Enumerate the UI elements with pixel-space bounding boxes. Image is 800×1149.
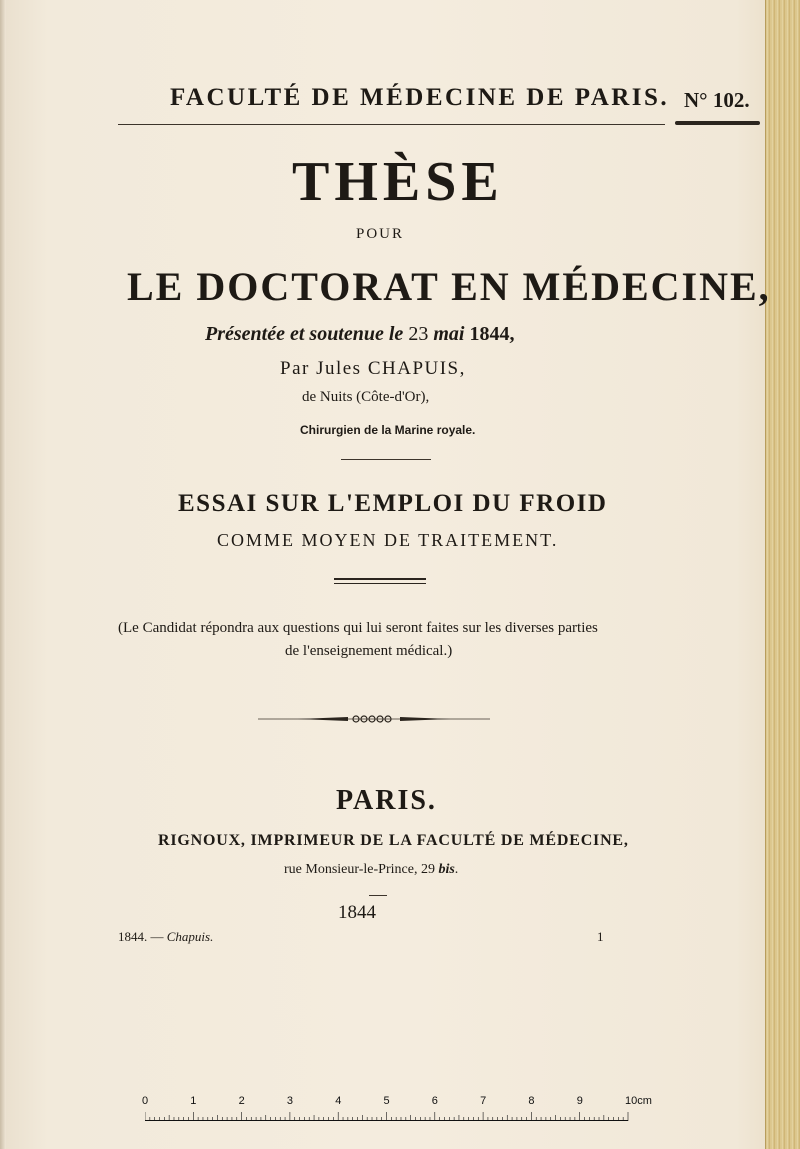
book-fore-edge xyxy=(765,0,800,1149)
essay-title: ESSAI SUR L'EMPLOI DU FROID xyxy=(178,490,608,517)
scale-label: 3 xyxy=(286,1095,294,1107)
signature-mark: 1844. — Chapuis. xyxy=(118,929,214,944)
scale-label: 6 xyxy=(431,1095,438,1107)
pour-label: POUR xyxy=(356,226,405,242)
page-left-edge xyxy=(0,0,6,1149)
author-line: Par Jules CHAPUIS, xyxy=(280,358,466,379)
candidate-note-line-2: de l'enseignement médical.) xyxy=(285,643,453,659)
scale-label: 7 xyxy=(480,1095,487,1107)
thesis-number: N° 102. xyxy=(684,88,750,112)
imprint-city: PARIS. xyxy=(336,785,437,816)
sheet-number: 1 xyxy=(597,929,604,944)
scale-label: 4 xyxy=(335,1095,342,1107)
thesis-title: THÈSE xyxy=(292,151,504,213)
faculty-heading: FACULTÉ DE MÉDECINE DE PARIS. xyxy=(170,84,670,111)
scale-label: 1 xyxy=(190,1095,197,1107)
scale-label: 10cm xyxy=(625,1095,652,1107)
author-position: Chirurgien de la Marine royale. xyxy=(300,423,476,437)
scale-label: 2 xyxy=(238,1095,245,1107)
scale-ruler xyxy=(142,1095,652,1125)
presentation-line: Présentée et soutenue le 23 mai 1844, xyxy=(205,323,515,345)
essay-subtitle: COMME MOYEN DE TRAITEMENT. xyxy=(217,530,559,550)
scale-ruler-bar xyxy=(145,1111,645,1121)
candidate-note-line-1: (Le Candidat répondra aux questions qui lui seront faites sur les diverses parties xyxy=(118,620,598,636)
header-rule-accent xyxy=(675,121,760,125)
header-rule xyxy=(118,124,665,125)
imprint-dash xyxy=(369,895,387,896)
printer-line: RIGNOUX, IMPRIMEUR DE LA FACULTÉ DE MÉDECINE, xyxy=(158,832,629,849)
ornamental-rule xyxy=(258,712,490,726)
section-divider xyxy=(341,459,431,460)
printer-address: rue Monsieur-le-Prince, 29 bis. xyxy=(284,862,459,877)
scale-label: 0 xyxy=(142,1095,149,1107)
scale-label: 5 xyxy=(383,1095,390,1107)
author-origin: de Nuits (Côte-d'Or), xyxy=(302,389,430,405)
degree-title: LE DOCTORAT EN MÉDECINE, xyxy=(127,264,771,309)
double-rule-divider xyxy=(334,578,426,584)
scale-label: 9 xyxy=(576,1095,583,1107)
imprint-year: 1844 xyxy=(338,902,376,923)
scale-label: 8 xyxy=(528,1095,535,1107)
